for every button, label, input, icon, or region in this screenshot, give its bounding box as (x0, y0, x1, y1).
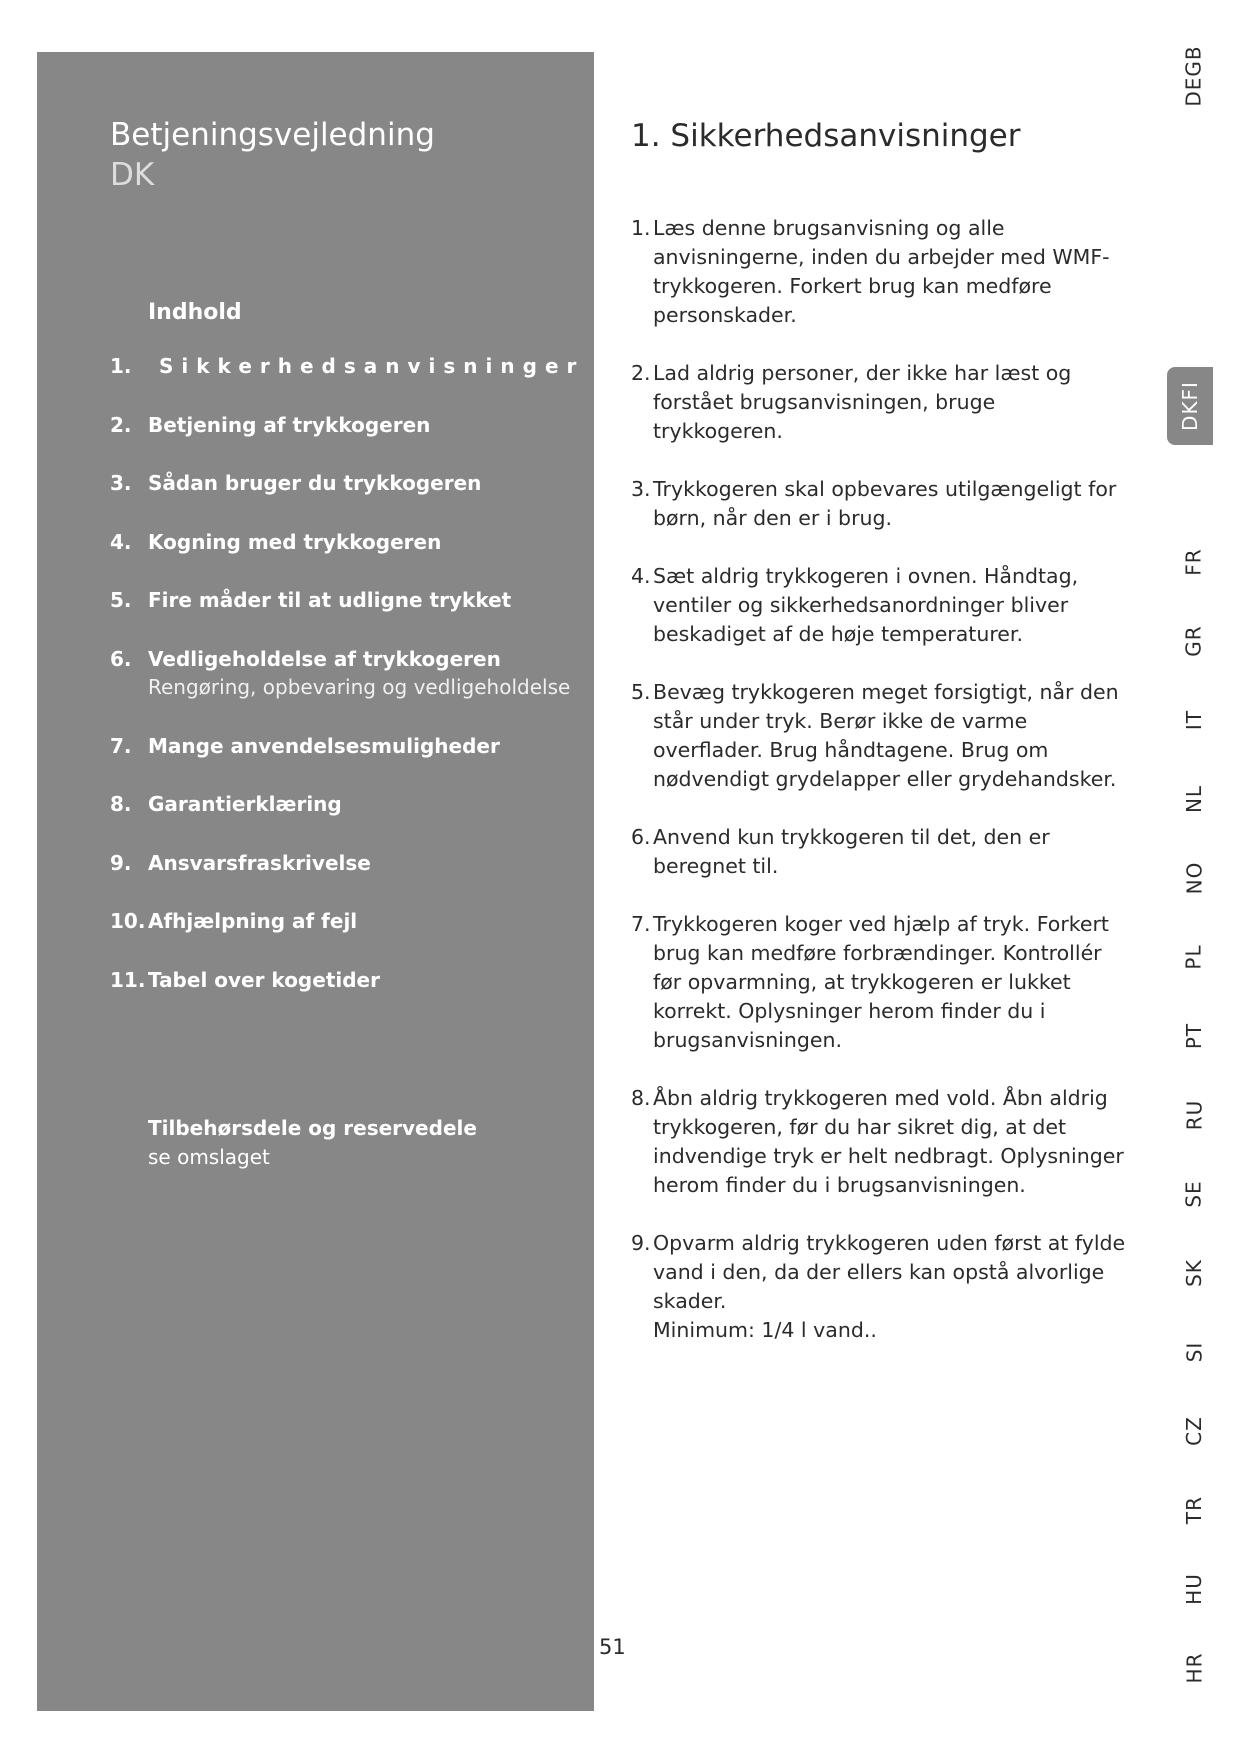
tab-lang-ru[interactable] (1169, 1085, 1219, 1145)
tab-lang-nl[interactable] (1169, 769, 1219, 829)
tab-lang-sk[interactable] (1169, 1243, 1219, 1303)
tab-label: DEGB (1182, 45, 1207, 107)
tab-label: NO (1181, 861, 1206, 895)
list-item-text: Trykkogeren skal opbevares utilgængeligt for børn, når den er i brug. (653, 477, 1117, 530)
toc-item-label: Kogning med trykkogeren (148, 529, 442, 554)
list-item (631, 678, 1131, 794)
toc-item-label: Fire måder til at udligne trykket (148, 588, 512, 612)
toc-item-number: 6. (110, 646, 132, 671)
toc-heading: Indhold (148, 300, 242, 325)
tab-lang-dkfi[interactable] (1167, 367, 1213, 445)
tab-label: FR (1182, 548, 1206, 576)
list-item-number: 3. (631, 477, 651, 501)
toc-item-3[interactable] (110, 469, 580, 528)
tab-lang-fr[interactable] (1169, 532, 1219, 592)
toc-item-number: 11. (110, 967, 146, 992)
tab-label: IT (1182, 709, 1206, 731)
tab-label: GR (1182, 625, 1206, 657)
sidebar-panel (37, 52, 594, 1711)
toc-item-label: Mange anvendelsesmuligheder (148, 733, 500, 758)
tab-label: SE (1182, 1180, 1206, 1208)
list-item (631, 562, 1131, 649)
tab-label: CZ (1181, 1416, 1206, 1446)
tab-lang-hr[interactable] (1169, 1638, 1219, 1698)
list-item-text: Lad aldrig personer, der ikke har læst og forstået brugsanvisningen, bruge trykkogeren. (653, 361, 1072, 443)
accessories-subtitle: se omslaget (148, 1145, 270, 1169)
tab-label: NL (1181, 784, 1206, 814)
accessories-note (148, 1114, 477, 1172)
list-item (631, 910, 1131, 1055)
toc-item-6[interactable] (110, 645, 580, 732)
list-item (631, 475, 1131, 533)
document-title: Betjeningsvejledning (110, 117, 435, 153)
list-item-text: Opvarm aldrig trykkogeren uden først at fylde vand i den, da der ellers kan opstå alvorlige skader. (653, 1231, 1126, 1313)
toc-item-9[interactable] (110, 849, 580, 908)
toc-item-label: Betjening af trykkogeren (148, 412, 431, 437)
toc-item-label: Ansvarsfraskrivelse (148, 850, 371, 875)
toc-item-label: Tabel over kogetider (148, 967, 380, 992)
list-item-text: Anvend kun trykkogeren til det, den er beregnet til. (653, 825, 1050, 878)
section-title: 1. Sikkerhedsanvisninger (631, 118, 1021, 154)
toc-item-1[interactable] (110, 352, 585, 411)
tab-label: SI (1182, 1341, 1206, 1363)
list-item-text-wrap (653, 1229, 1131, 1345)
toc-item-label: Afhjælpning af fejl (148, 909, 358, 933)
tab-lang-se[interactable] (1169, 1164, 1219, 1224)
tab-lang-tr[interactable] (1169, 1480, 1219, 1540)
toc-item-number: 8. (110, 792, 132, 816)
list-item-note: Minimum: 1/4 l vand.. (653, 1318, 877, 1342)
toc-item-label: Vedligeholdelse af trykkogeren (148, 646, 501, 671)
tab-label: PL (1181, 944, 1206, 970)
list-item-number: 4. (631, 564, 651, 588)
list-item-number: 9. (631, 1231, 651, 1255)
tab-label: RU (1181, 1099, 1206, 1131)
toc-item-number: 5. (110, 588, 132, 612)
tab-lang-no[interactable] (1169, 848, 1219, 908)
list-item (631, 823, 1131, 881)
list-item-number: 6. (631, 825, 651, 849)
toc-item-number: 4. (110, 529, 132, 554)
tab-lang-gr[interactable] (1169, 611, 1219, 671)
list-item (631, 214, 1131, 330)
toc-item-sublabel: Rengøring, opbevaring og vedligeholdelse (148, 674, 571, 699)
tab-lang-degb[interactable] (1169, 46, 1219, 106)
list-item-number: 8. (631, 1086, 651, 1110)
list-item (631, 359, 1131, 446)
list-item-number: 1. (631, 216, 651, 240)
list-item-number: 7. (631, 912, 651, 936)
tab-label: TR (1182, 1495, 1206, 1525)
tab-lang-it[interactable] (1169, 690, 1219, 750)
toc-item-number: 9. (110, 850, 132, 875)
toc-item-5[interactable] (110, 586, 580, 645)
toc-item-label: Sådan bruger du trykkogeren (148, 471, 482, 495)
toc-item-8[interactable] (110, 790, 580, 849)
list-item-text: Bevæg trykkogeren meget forsigtigt, når den står under tryk. Berør ikke de varme overflader. Brug håndtagene. Brug om nødvendigt grydelapper eller grydehandsker. (653, 680, 1119, 791)
accessories-title: Tilbehørsdele og reservedele (148, 1116, 477, 1140)
tab-label: DKFI (1178, 381, 1203, 431)
toc-item-label: Sikkerhedsanvisninger (159, 354, 585, 378)
toc-item-2[interactable] (110, 411, 580, 470)
list-item-text: Sæt aldrig trykkogeren i ovnen. Håndtag, ventiler og sikkerhedsanordninger bliver beskadiget af de høje temperaturer. (653, 564, 1079, 646)
table-of-contents (110, 352, 585, 1024)
list-item-number: 2. (631, 361, 651, 385)
safety-instructions-list (631, 214, 1131, 1374)
list-item-text: Trykkogeren koger ved hjælp af tryk. Forkert brug kan medføre forbrændinger. Kontrollér før opvarmning, at trykkogeren er lukket korrekt. Oplysninger herom finder du i brugsanvisningen. (653, 912, 1109, 1052)
toc-item-10[interactable] (110, 907, 580, 966)
list-item (631, 1084, 1131, 1200)
toc-item-number: 1. (110, 354, 132, 378)
tab-label: PT (1182, 1022, 1206, 1050)
toc-item-number: 2. (110, 412, 132, 437)
tab-lang-hu[interactable] (1169, 1559, 1219, 1619)
toc-item-label: Garantierklæring (148, 792, 342, 816)
toc-item-number: 3. (110, 471, 132, 495)
toc-item-7[interactable] (110, 732, 580, 791)
tab-lang-si[interactable] (1169, 1322, 1219, 1382)
document-language: DK (110, 157, 155, 193)
list-item-text: Læs denne brugsanvisning og alle anvisningerne, inden du arbejder med WMF-trykkogeren. Forkert brug kan medføre personskader. (653, 216, 1110, 327)
page-number: 51 (599, 1635, 626, 1659)
toc-item-11[interactable] (110, 966, 580, 1025)
toc-item-number: 10. (110, 909, 146, 933)
list-item-text: Åbn aldrig trykkogeren med vold. Åbn aldrig trykkogeren, før du har sikret dig, at det indvendige tryk er helt nedbragt. Oplysninger herom finder du i brugsanvisningen. (653, 1086, 1124, 1197)
tab-label: HU (1182, 1573, 1206, 1605)
toc-item-4[interactable] (110, 528, 580, 587)
tab-lang-cz[interactable] (1169, 1401, 1219, 1461)
tab-lang-pl[interactable] (1169, 927, 1219, 987)
language-tabs (1141, 0, 1241, 1754)
tab-lang-pt[interactable] (1169, 1006, 1219, 1066)
tab-label: SK (1182, 1259, 1206, 1287)
toc-item-number: 7. (110, 733, 132, 758)
list-item-number: 5. (631, 680, 651, 704)
list-item (631, 1229, 1131, 1345)
tab-label: HR (1182, 1652, 1206, 1684)
